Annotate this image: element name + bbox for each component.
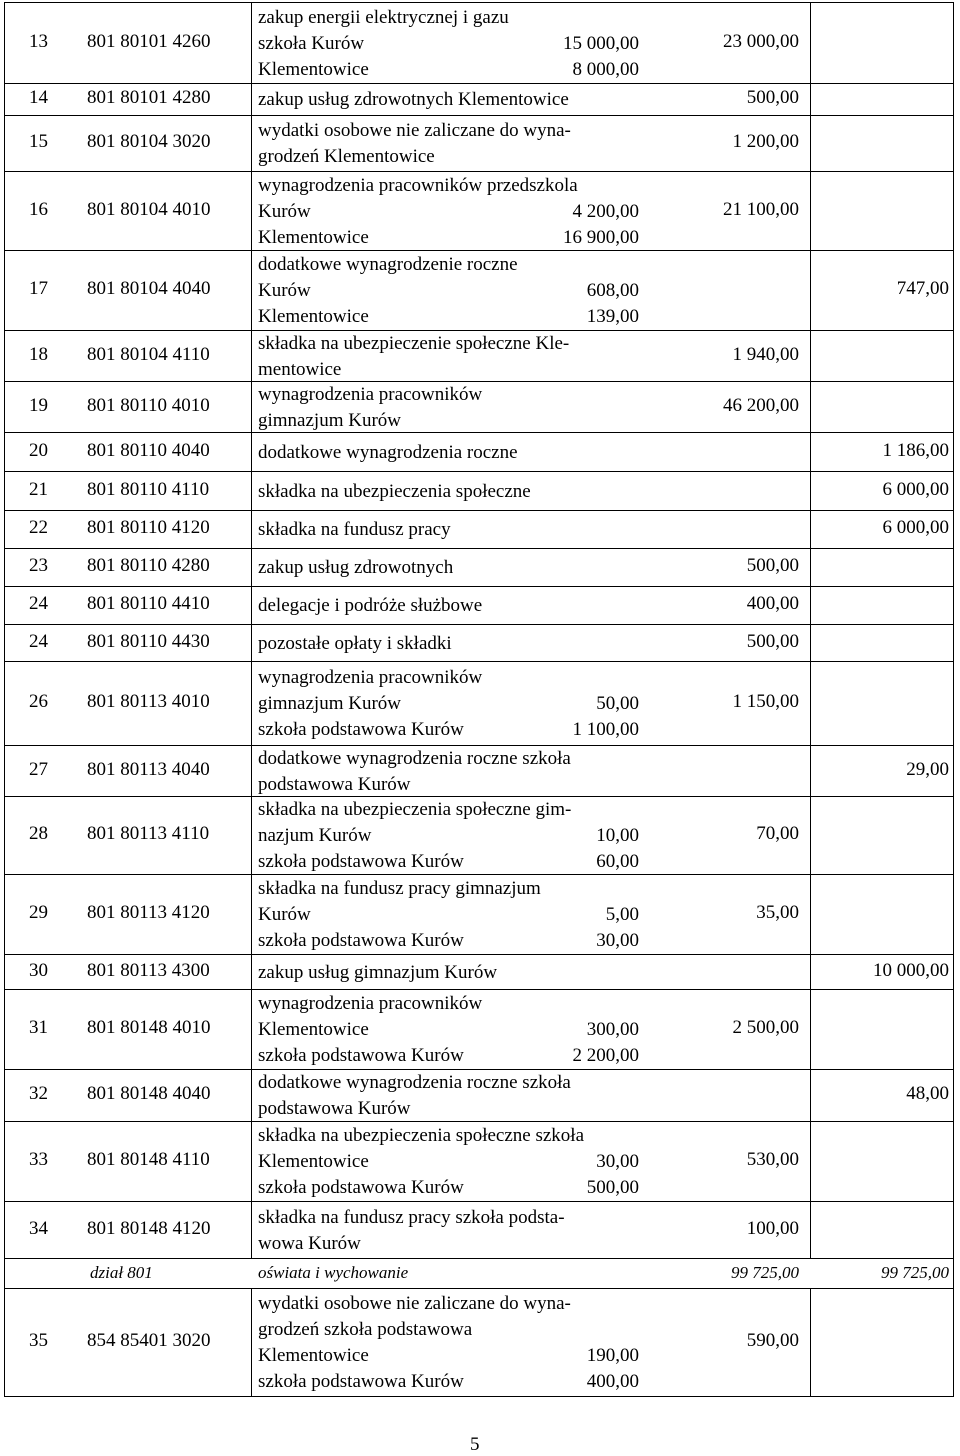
row-number: 18: [29, 343, 48, 365]
table-row: [4, 797, 954, 875]
column-divider: [251, 472, 252, 510]
description-line: mentowice: [258, 358, 342, 380]
description-line: składka na fundusz pracy gimnazjum: [258, 878, 541, 899]
description-line: składka na fundusz pracy: [258, 519, 451, 540]
description-line: wowa Kurów: [258, 1232, 361, 1254]
total-amount: 747,00: [896, 278, 949, 299]
description-line: podstawowa Kurów: [258, 773, 411, 795]
total-amount: 6 000,00: [882, 478, 949, 500]
classification-code: 801 80104 3020: [87, 131, 211, 152]
classification-code: 801 80148 4110: [87, 1149, 210, 1170]
description-line: dodatkowe wynagrodzenie roczne: [258, 254, 518, 275]
classification-code: 801 80113 4110: [87, 823, 210, 844]
sub-amount: 2 200,00: [572, 1045, 639, 1066]
row-number: 16: [29, 198, 48, 220]
column-divider: [810, 3, 811, 83]
column-divider: [810, 1202, 811, 1258]
row-number: 19: [29, 394, 48, 416]
description-line: składka na ubezpieczenia społeczne gim-: [258, 799, 572, 820]
sub-amount: 500,00: [586, 1177, 639, 1198]
column-divider: [251, 587, 252, 624]
description-line: zakup usług gimnazjum Kurów: [258, 961, 498, 983]
column-divider: [251, 955, 252, 989]
amount: 1 940,00: [732, 343, 799, 365]
column-divider: [251, 116, 252, 171]
row-number: 14: [29, 87, 48, 108]
table-row: [4, 625, 954, 662]
sub-amount: 15 000,00: [563, 33, 639, 54]
description-line: szkoła podstawowa Kurów: [258, 1045, 464, 1066]
sub-amount: 30,00: [596, 1151, 639, 1172]
table-row: [4, 1122, 954, 1202]
sub-amount: 30,00: [596, 930, 639, 951]
amount: 1 200,00: [732, 131, 799, 152]
sub-amount: 4 200,00: [572, 200, 639, 222]
column-divider: [810, 1289, 811, 1396]
classification-code: 801 80110 4110: [87, 478, 210, 500]
sub-amount: 5,00: [605, 904, 639, 925]
total-amount: 29,00: [906, 758, 949, 780]
amount: 23 000,00: [723, 31, 799, 52]
amount: 530,00: [746, 1149, 799, 1170]
row-number: 27: [29, 758, 48, 780]
row-number: 24: [29, 630, 48, 652]
column-divider: [251, 662, 252, 745]
table-row: [4, 472, 954, 511]
description-line: wynagrodzenia pracowników: [258, 993, 483, 1014]
description-line: grodzeń szkoła podstawowa: [258, 1319, 473, 1340]
sub-amount: 300,00: [586, 1019, 639, 1040]
table-row: [4, 990, 954, 1070]
classification-code: 854 85401 3020: [87, 1330, 211, 1351]
column-divider: [810, 251, 811, 330]
column-divider: [810, 511, 811, 548]
description-line: zakup energii elektrycznej i gazu: [258, 7, 509, 28]
table-row: [4, 746, 954, 797]
table-row: [4, 955, 954, 990]
description-line: gimnazjum Kurów: [258, 693, 402, 714]
description-line: wynagrodzenia pracowników: [258, 383, 483, 405]
column-divider: [251, 382, 252, 432]
sub-amount: 50,00: [596, 693, 639, 714]
description-line: składka na ubezpieczenie społeczne Kle-: [258, 332, 570, 354]
column-divider: [810, 172, 811, 250]
amount: 500,00: [746, 630, 799, 652]
amount: 400,00: [746, 593, 799, 614]
table-row: [4, 549, 954, 587]
column-divider: [251, 1289, 252, 1396]
table-row: [4, 875, 954, 955]
row-number: 31: [29, 1017, 48, 1038]
description-line: składka na fundusz pracy szkoła podsta-: [258, 1206, 565, 1228]
dzial-sum-1: 99 725,00: [731, 1263, 799, 1282]
row-number: 22: [29, 517, 48, 538]
column-divider: [251, 3, 252, 83]
table-row: [4, 1070, 954, 1122]
column-divider: [251, 1122, 252, 1201]
description-line: składka na ubezpieczenia społeczne szkoła: [258, 1125, 585, 1146]
row-number: 30: [29, 959, 48, 981]
column-divider: [810, 797, 811, 874]
description-line: dodatkowe wynagrodzenia roczne: [258, 441, 518, 463]
classification-code: 801 80110 4010: [87, 394, 210, 416]
column-divider: [810, 662, 811, 745]
classification-code: 801 80110 4120: [87, 517, 210, 538]
sub-amount: 8 000,00: [572, 59, 639, 80]
table-row: [4, 331, 954, 382]
table-row: [4, 172, 954, 251]
classification-code: 801 80113 4010: [87, 691, 210, 712]
description-line: wydatki osobowe nie zaliczane do wyna-: [258, 1293, 571, 1314]
column-divider: [810, 1070, 811, 1121]
description-line: delegacje i podróże służbowe: [258, 595, 483, 616]
sub-amount: 60,00: [596, 851, 639, 872]
sub-amount: 608,00: [586, 280, 639, 301]
column-divider: [251, 84, 252, 115]
column-divider: [251, 172, 252, 250]
row-number: 21: [29, 478, 48, 500]
classification-code: 801 80110 4430: [87, 630, 210, 652]
description-line: wynagrodzenia pracowników: [258, 667, 483, 688]
column-divider: [251, 331, 252, 381]
column-divider: [251, 746, 252, 796]
column-divider: [251, 433, 252, 471]
description-line: wynagrodzenia pracowników przedszkola: [258, 174, 578, 196]
description-line: podstawowa Kurów: [258, 1098, 411, 1119]
description-line: zakup usług zdrowotnych Klementowice: [258, 89, 569, 110]
row-number: 29: [29, 902, 48, 923]
summary-row: [4, 1259, 954, 1289]
amount: 2 500,00: [732, 1017, 799, 1038]
description-line: Klementowice: [258, 226, 369, 248]
table-row: [4, 587, 954, 625]
sub-amount: 16 900,00: [563, 226, 639, 248]
table-row: [4, 662, 954, 746]
row-number: 28: [29, 823, 48, 844]
table-row: [4, 2, 954, 84]
description-line: Kurów: [258, 280, 311, 301]
sub-amount: 1 100,00: [572, 719, 639, 740]
row-number: 35: [29, 1330, 48, 1351]
amount: 100,00: [746, 1217, 799, 1239]
description-line: wydatki osobowe nie zaliczane do wyna-: [258, 120, 571, 141]
column-divider: [810, 625, 811, 661]
table-row: [4, 433, 954, 472]
classification-code: 801 80104 4110: [87, 343, 210, 365]
column-divider: [251, 990, 252, 1069]
row-number: 20: [29, 439, 48, 461]
column-divider: [810, 990, 811, 1069]
table-row: [4, 1289, 954, 1397]
column-divider: [251, 625, 252, 661]
column-divider: [810, 549, 811, 586]
classification-code: 801 80148 4010: [87, 1017, 211, 1038]
classification-code: 801 80110 4410: [87, 593, 210, 614]
description-line: szkoła podstawowa Kurów: [258, 1177, 464, 1198]
amount: 70,00: [756, 823, 799, 844]
amount: 500,00: [746, 87, 799, 108]
total-amount: 48,00: [906, 1083, 949, 1104]
description-line: Kurów: [258, 200, 311, 222]
row-number: 23: [29, 555, 48, 576]
row-number: 15: [29, 131, 48, 152]
description-line: szkoła podstawowa Kurów: [258, 719, 464, 740]
table-row: [4, 84, 954, 116]
row-number: 32: [29, 1083, 48, 1104]
row-number: 33: [29, 1149, 48, 1170]
table-row: [4, 511, 954, 549]
dzial-label: dział 801: [90, 1263, 153, 1282]
column-divider: [810, 84, 811, 115]
amount: 21 100,00: [723, 198, 799, 220]
column-divider: [251, 549, 252, 586]
row-number: 26: [29, 691, 48, 712]
column-divider: [810, 331, 811, 381]
description-line: Kurów: [258, 904, 311, 925]
table-row: [4, 382, 954, 433]
sub-amount: 400,00: [586, 1371, 639, 1392]
column-divider: [251, 1070, 252, 1121]
description-line: nazjum Kurów: [258, 825, 372, 846]
sub-amount: 10,00: [596, 825, 639, 846]
description-line: grodzeń Klementowice: [258, 146, 435, 167]
classification-code: 801 80113 4300: [87, 959, 210, 981]
description-line: Klementowice: [258, 1019, 369, 1040]
classification-code: 801 80148 4120: [87, 1217, 211, 1239]
classification-code: 801 80113 4120: [87, 902, 210, 923]
amount: 46 200,00: [723, 394, 799, 416]
classification-code: 801 80148 4040: [87, 1083, 211, 1104]
classification-code: 801 80113 4040: [87, 758, 210, 780]
classification-code: 801 80101 4260: [87, 31, 211, 52]
column-divider: [251, 875, 252, 954]
classification-code: 801 80104 4040: [87, 278, 211, 299]
amount: 500,00: [746, 555, 799, 576]
description-line: gimnazjum Kurów: [258, 409, 402, 431]
column-divider: [810, 746, 811, 796]
classification-code: 801 80101 4280: [87, 87, 211, 108]
description-line: Klementowice: [258, 1151, 369, 1172]
sub-amount: 139,00: [586, 306, 639, 327]
row-number: 34: [29, 1217, 48, 1239]
amount: 1 150,00: [732, 691, 799, 712]
column-divider: [810, 382, 811, 432]
table-row: [4, 1202, 954, 1259]
row-number: 24: [29, 593, 48, 614]
description-line: szkoła Kurów: [258, 33, 365, 54]
column-divider: [251, 1202, 252, 1258]
total-amount: 1 186,00: [882, 439, 949, 461]
description-line: zakup usług zdrowotnych: [258, 557, 454, 578]
description-line: szkoła podstawowa Kurów: [258, 930, 464, 951]
table-row: [4, 116, 954, 172]
row-number: 17: [29, 278, 48, 299]
description-line: składka na ubezpieczenia społeczne: [258, 480, 531, 502]
description-line: szkoła podstawowa Kurów: [258, 1371, 464, 1392]
dzial-name: oświata i wychowanie: [258, 1263, 409, 1282]
column-divider: [810, 1122, 811, 1201]
column-divider: [810, 433, 811, 471]
classification-code: 801 80110 4040: [87, 439, 210, 461]
description-line: Klementowice: [258, 1345, 369, 1366]
amount: 35,00: [756, 902, 799, 923]
column-divider: [251, 511, 252, 548]
description-line: Klementowice: [258, 59, 369, 80]
page-number: 5: [470, 1434, 480, 1455]
total-amount: 6 000,00: [882, 517, 949, 538]
classification-code: 801 80104 4010: [87, 198, 211, 220]
total-amount: 10 000,00: [873, 959, 949, 981]
classification-code: 801 80110 4280: [87, 555, 210, 576]
amount: 590,00: [746, 1330, 799, 1351]
column-divider: [810, 472, 811, 510]
column-divider: [810, 955, 811, 989]
column-divider: [810, 587, 811, 624]
column-divider: [251, 797, 252, 874]
column-divider: [251, 251, 252, 330]
column-divider: [810, 875, 811, 954]
sub-amount: 190,00: [586, 1345, 639, 1366]
description-line: szkoła podstawowa Kurów: [258, 851, 464, 872]
table-row: [4, 251, 954, 331]
description-line: dodatkowe wynagrodzenia roczne szkoła: [258, 1072, 571, 1093]
description-line: dodatkowe wynagrodzenia roczne szkoła: [258, 747, 571, 769]
description-line: Klementowice: [258, 306, 369, 327]
row-number: 13: [29, 31, 48, 52]
column-divider: [810, 116, 811, 171]
dzial-sum-2: 99 725,00: [881, 1263, 949, 1282]
description-line: pozostałe opłaty i składki: [258, 632, 452, 654]
